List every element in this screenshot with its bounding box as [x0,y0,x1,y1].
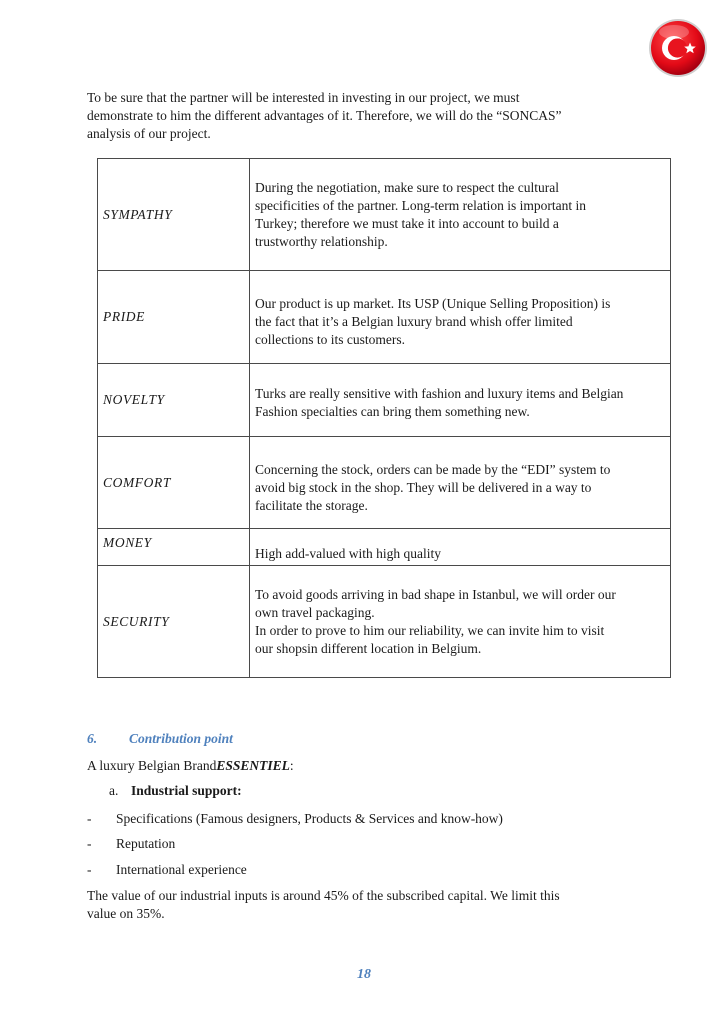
table-key-cell: PRIDE [98,271,250,364]
table-value-cell: To avoid goods arriving in bad shape in Istanbul, we will order our own travel packaging. In order to prove to him our reliability, we can invite him to visit our shopsin different location in Belgium. [250,566,671,678]
table-row [98,529,671,566]
brand-name: ESSENTIEL [216,758,290,773]
page-number: 18 [357,967,371,982]
sub-heading [109,782,242,800]
section-title: Contribution point [129,731,233,746]
table-row [98,566,671,678]
section-heading [87,731,233,747]
intro-line: analysis of our project. [87,126,211,141]
table-key-cell: MONEY [98,529,250,566]
table-row [98,364,671,437]
table-row [98,437,671,529]
intro-line: demonstrate to him the different advantages of it. Therefore, we will do the “SONCAS” [87,108,562,123]
table-key-cell: NOVELTY [98,364,250,437]
turkey-flag-icon [648,18,708,78]
sub-heading-letter: a. [109,783,119,798]
table-row [98,271,671,364]
table-row [98,159,671,271]
table-value-cell: Concerning the stock, orders can be made by the “EDI” system to avoid big stock in the shop. They will be delivered in a way to facilitate the storage. [250,437,671,529]
section-number: 6. [87,731,98,746]
soncas-table [97,158,671,678]
table-key-cell: COMFORT [98,437,250,529]
list-item: - International experience [87,862,247,877]
sub-heading-text: Industrial support: [131,783,242,798]
list-item: - Reputation [87,836,176,851]
intro-paragraph [87,89,647,143]
table-key-cell: SYMPATHY [98,159,250,271]
table-value-cell: Turks are really sensitive with fashion and luxury items and Belgian Fashion specialties can bring them something new. [250,364,671,437]
table-value-cell: During the negotiation, make sure to respect the cultural specificities of the partner. Long-term relation is important in Turkey; therefore we must take it into account to build a trustworthy relationship. [250,159,671,271]
intro-line: To be sure that the partner will be interested in investing in our project, we must [87,90,520,105]
value-paragraph: The value of our industrial inputs is around 45% of the subscribed capital. We limit this value on 35%. [87,888,560,921]
table-value-cell: High add-valued with high quality [250,529,671,566]
brand-line: A luxury Belgian BrandESSENTIEL: [87,758,294,773]
list-item: - Specifications (Famous designers, Products & Services and know-how) [87,811,503,826]
table-key-cell: SECURITY [98,566,250,678]
table-value-cell: Our product is up market. Its USP (Unique Selling Proposition) is the fact that it’s a Belgian luxury brand whish offer limited collections to its customers. [250,271,671,364]
